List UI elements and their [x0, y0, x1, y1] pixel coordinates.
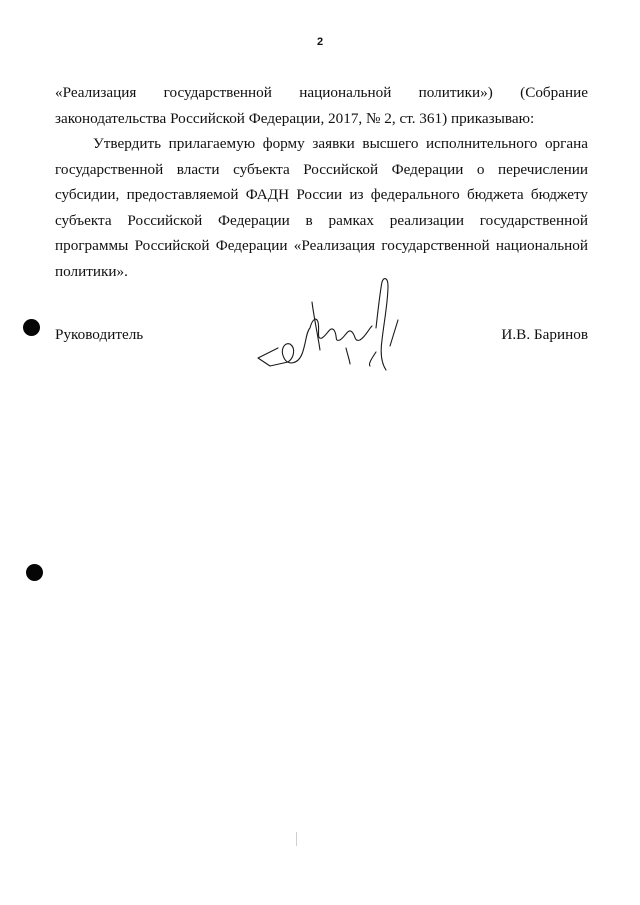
punch-hole-bottom [26, 564, 43, 581]
handwritten-signature [250, 270, 410, 380]
scan-artifact-line [296, 832, 297, 846]
document-body [55, 80, 588, 284]
paragraph-legal-reference: «Реализация государственной национальной политики») (Собрание законодательства Российской Федерации, 2017, № 2, ст. 361) приказываю: [55, 84, 588, 127]
punch-hole-top [23, 319, 40, 336]
signer-name: И.В. Баринов [501, 326, 588, 343]
signer-role: Руководитель [55, 326, 144, 343]
paragraph-order: Утвердить прилагаемую форму заявки высшего исполнительного органа государственной власти субъекта Российской Федерации о перечислении субсидии, предоставляемой ФАДН России из федерального бюджета бюджету субъекта Российской Федерации в рамках реализации государственной программы Российской Федерации «Реализация государственной национальной политики». [55, 135, 588, 280]
page-number: 2 [316, 36, 324, 48]
